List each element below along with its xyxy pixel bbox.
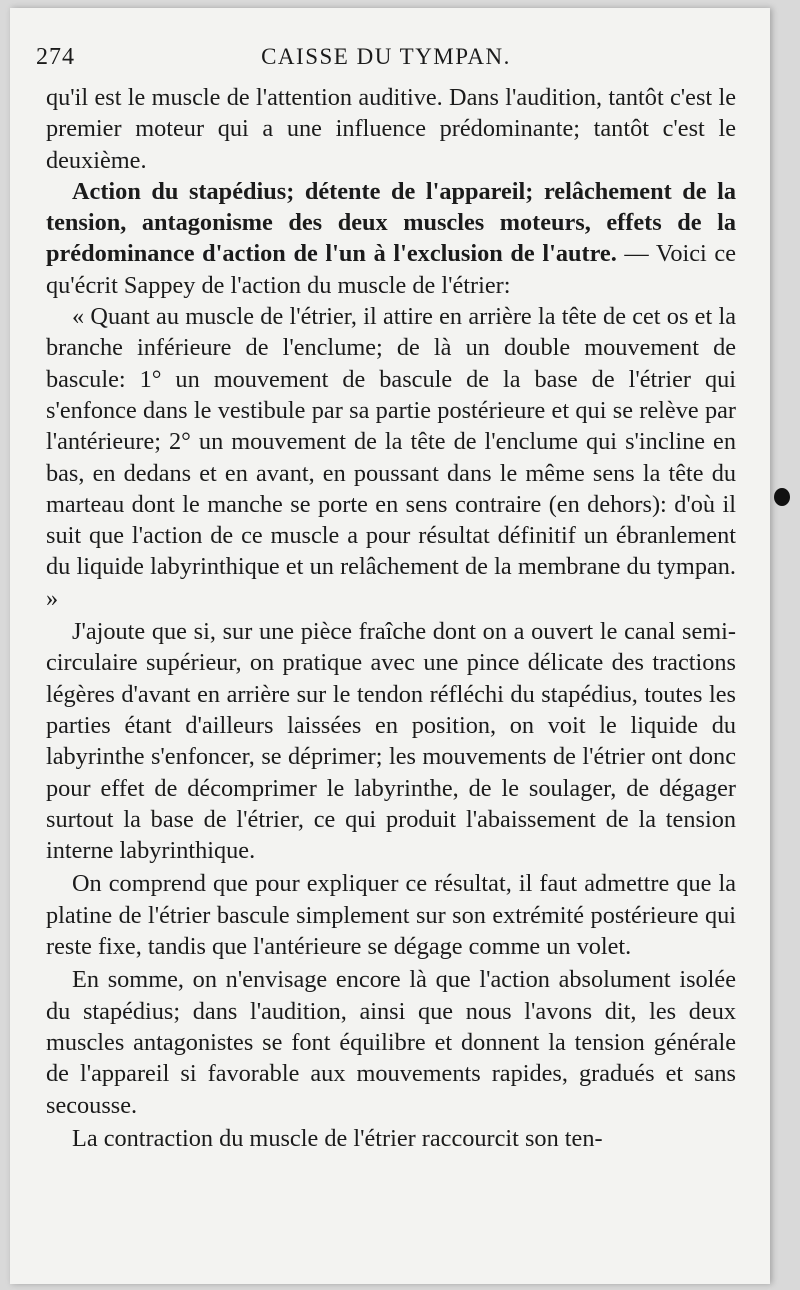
paragraph-text: En somme, on n'envisage encore là que l'action absolument isolée du stapédius; dans l'audition, ainsi que nous l'avons dit, les deux muscles antagonistes se font équilibre et donnent la tension générale de l'appareil si favorable aux mouvements rapides, gradués et sans secousse. (46, 966, 736, 1119)
book-page (10, 8, 770, 1284)
paragraph-text: qu'il est le muscle de l'attention auditive. Dans l'audition, tantôt c'est le premier moteur qui a une influence prédominante; tantôt c'est le deuxième. (46, 84, 736, 174)
paragraph-continuation (46, 82, 736, 176)
paragraph-text: J'ajoute que si, sur une pièce fraîche dont on a ouvert le canal semi-circulaire supérieur, on pratique avec une pince délicate des tractions légères d'avant en arrière sur le tendon réfléchi du stapédius, toutes les parties étant d'ailleurs laissées en position, on voit le liquide du labyrinthe s'enfoncer, se déprimer; les mouvements de l'étrier ont donc pour effet de décomprimer le labyrinthe, de le soulager, de dégager surtout la base de l'étrier, ce qui produit l'abaissement de la tension interne labyrinthique. (46, 618, 736, 865)
section-heading: Action du stapédius; détente de l'appareil; relâchement de la tension, antagonisme des deux muscles moteurs, effets de la prédominance d'action de l'un à l'exclusion de l'autre. (46, 177, 736, 268)
page-header (36, 34, 736, 74)
paragraph-sappey-quote (46, 301, 736, 614)
ink-spot-mark (774, 488, 790, 506)
paragraph-text: — Voici ce qu'écrit Sappey de l'action du muscle de l'étrier: (46, 240, 736, 299)
paragraph-experiment (46, 616, 736, 866)
running-head: CAISSE DU TYMPAN. (261, 44, 511, 69)
paragraph-summary (46, 964, 736, 1120)
paragraph-text: « Quant au muscle de l'étrier, il attire en arrière la tête de cet os et la branche inférieure de l'enclume; de là un double mouvement de bascule: 1° un mouvement de bascule de la base de l'étrier qui s'enfonce dans le vestibule par sa partie postérieure et qui se relève par l'antérieure; 2° un mouvement de la tête de l'enclume qui s'incline en bas, en dedans et en avant, en poussant dans le même sens la tête du marteau dont le manche se porte en sens contraire (en dehors): d'où il suit que l'action de ce muscle a pour résultat définitif un ébranlement du liquide labyrinthique et un relâchement de la membrane du tympan. » (46, 303, 736, 612)
paragraph-text: On comprend que pour expliquer ce résultat, il faut admettre que la platine de l'étrier bascule simplement sur son extrémité postérieure qui reste fixe, tandis que l'antérieure se dégage comme un volet. (46, 870, 736, 961)
body-text (46, 82, 736, 1154)
page-number: 274 (36, 44, 75, 70)
paragraph-final (46, 1123, 736, 1154)
paragraph-stapedius-action (46, 176, 736, 301)
paragraph-text: La contraction du muscle de l'étrier raccourcit son ten- (72, 1124, 603, 1152)
paragraph-explanation (46, 868, 736, 962)
